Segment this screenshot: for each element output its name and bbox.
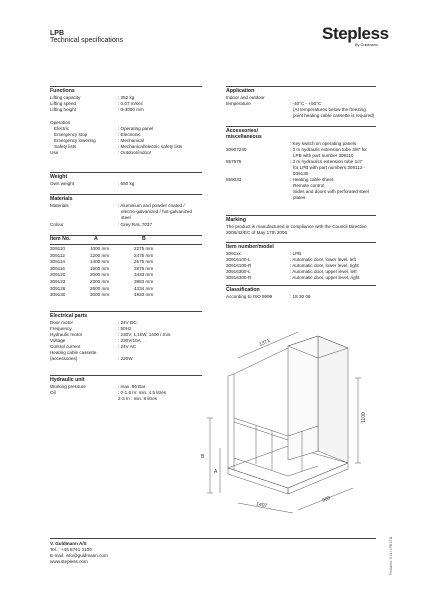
application-line: Indoor and outdoor — [226, 95, 265, 100]
spec-key: Frequency — [50, 326, 72, 331]
application-heading: Application — [226, 88, 255, 94]
spec-value: : 3 m hydraulics extension tube 1/4" — [290, 159, 363, 164]
side-document-code: Produktnr.: 6.11 / LPB 0711 — [389, 536, 393, 575]
cell-b: 3883 mm — [134, 279, 154, 284]
dim-label: B — [201, 454, 205, 460]
spec-value: : Key switch on operating panels — [290, 141, 357, 146]
spec-value: : 220W — [118, 356, 133, 361]
marking-heading: Marking — [226, 217, 246, 223]
spec-value: Remote control — [293, 183, 325, 188]
dim-label: 909 — [321, 495, 332, 504]
marking-text: The product is manufactured in compliance with the Council Directive — [226, 224, 367, 229]
spec-key: Emergency lowering — [54, 138, 96, 143]
spec-row — [226, 269, 357, 275]
spec-value: : LPB — [290, 251, 302, 256]
table-header — [50, 237, 174, 242]
spec-key: 30916300-L — [226, 269, 251, 274]
cell-item-no: 309120 — [50, 272, 66, 278]
footer-line: Tel. : +45 8741 3100 — [50, 547, 92, 552]
divider — [226, 285, 376, 286]
spec-row — [50, 126, 153, 132]
page-subtitle: Technical specifications — [50, 37, 124, 44]
spec-value: : Outdoor/indoor — [118, 150, 152, 155]
spec-value: 2-3 m : min. 8 litres — [118, 396, 158, 401]
cell-a: 1400 mm — [90, 259, 110, 265]
electrical-heading: Electrical parts — [50, 313, 88, 319]
spec-value: : 230V, 1,1kW, 1400 r.min. — [118, 332, 172, 337]
spec-key: 559033 — [226, 177, 242, 182]
spec-row — [50, 390, 166, 396]
table-row — [50, 272, 174, 277]
footer-line: E-mail: info@guldmann.com — [50, 553, 108, 558]
spec-row — [226, 257, 356, 263]
cell-b: 2275 mm — [134, 246, 154, 251]
divider — [50, 244, 202, 245]
spec-value: : 230V/10A — [118, 338, 141, 343]
divider — [226, 242, 376, 243]
spec-value: : -40°C - +50°C — [290, 101, 322, 106]
brand-logo: Stepless — [322, 24, 389, 43]
spec-row — [226, 101, 321, 107]
table-row — [50, 292, 174, 297]
spec-row — [50, 181, 134, 187]
spec-key: Own weight — [50, 181, 75, 186]
cell-b: 4933 mm — [134, 292, 154, 298]
spec-value: : 24V DC — [118, 320, 137, 325]
spec-value: (At temperatures below the freezing — [293, 107, 366, 112]
spec-value: : Mechanical — [118, 138, 144, 143]
spec-row — [50, 384, 145, 390]
spec-value: : Heating cable sheet — [290, 177, 334, 182]
spec-value: : Automatic door, lower level, right — [290, 263, 359, 268]
classification-heading: Classification — [226, 287, 260, 293]
spec-row — [50, 222, 152, 228]
spec-value: 039130 — [293, 171, 309, 176]
spec-key: Working pressure — [50, 384, 86, 389]
page-header — [50, 30, 123, 44]
lift-technical-drawing — [198, 318, 373, 518]
spec-value: : Aluminium and powder coated / — [118, 203, 185, 208]
spec-key: Heating cable cassette — [50, 350, 97, 355]
divider — [50, 235, 202, 236]
spec-value: steel — [121, 215, 131, 220]
spec-value: : Automatic door, lower level, left — [290, 257, 356, 262]
spec-key: 557575 — [226, 159, 242, 164]
spec-row — [226, 294, 310, 300]
table-row — [50, 286, 174, 291]
spec-value: : Automatic door, upper level, right — [290, 275, 360, 280]
spec-value: Sides and doors with perforated steel — [293, 189, 369, 194]
spec-value: : 0-3000 mm — [118, 107, 144, 112]
spec-row — [50, 150, 151, 156]
cell-item-no: 309126 — [50, 285, 66, 291]
operation-heading: Operation — [50, 120, 71, 125]
spec-value: : 18 30 06 — [290, 294, 311, 299]
spec-row — [50, 101, 143, 107]
divider — [226, 126, 376, 127]
spec-key: Lifting capacity — [50, 95, 81, 100]
spec-key: 30916100-R — [226, 263, 252, 268]
spec-key: Control current — [50, 344, 81, 349]
spec-key: Lifting height — [50, 107, 77, 112]
cell-item-no: 309116 — [50, 265, 65, 271]
cell-item-no: 309110 — [50, 246, 65, 251]
col-item-no: Item No. — [50, 236, 71, 242]
spec-value: : Mechanical/electric safety lists — [118, 144, 183, 149]
spec-row — [50, 350, 118, 356]
spec-value: : max. 86 Bar — [118, 384, 146, 389]
spec-key: Voltage — [50, 338, 66, 343]
spec-row — [50, 396, 157, 402]
spec-value: : 352 kg — [118, 95, 135, 100]
divider — [50, 311, 202, 312]
spec-row — [50, 95, 134, 101]
spec-row — [50, 338, 141, 344]
spec-key: Lifting speed — [50, 101, 77, 106]
footer-company: V. Guldmann A/S — [50, 541, 87, 546]
spec-key: Use — [50, 150, 59, 155]
spec-value: : Electronic — [118, 132, 141, 137]
spec-key: (accessories) — [50, 356, 78, 361]
spec-row — [50, 132, 141, 138]
spec-key: Safety lists — [54, 144, 77, 149]
cell-a: 1200 mm — [90, 252, 110, 258]
spec-row — [226, 263, 359, 269]
spec-value: : 0-1.6 m: min. 4.5 litres — [118, 390, 166, 395]
spec-key — [50, 396, 118, 402]
spec-key: 30907240 — [226, 147, 247, 152]
cell-item-no: 309123 — [50, 279, 66, 284]
cell-b: 3433 mm — [134, 272, 154, 278]
spec-key: Door motor — [50, 320, 73, 325]
cell-item-no: 309112 — [50, 252, 65, 258]
materials-heading: Materials — [50, 196, 73, 202]
page-title: LPB — [50, 30, 64, 37]
cell-a: 1000 mm — [90, 246, 110, 251]
accessories-heading-2: miscellaneous — [226, 134, 262, 140]
spec-row — [226, 275, 359, 281]
spec-key: Hydraulic motor — [50, 332, 83, 337]
cell-a: 2600 mm — [90, 285, 110, 291]
spec-key: 30916100-L — [226, 257, 251, 262]
dim-label: 1100 — [361, 412, 367, 423]
spec-row — [50, 326, 131, 332]
footer-line: www.stepless.com — [50, 559, 88, 564]
divider — [50, 375, 202, 376]
dim-label: 1371 — [258, 337, 272, 348]
divider — [50, 194, 202, 195]
spec-key: Colour — [50, 222, 64, 227]
table-row — [50, 266, 174, 271]
cell-b: 4334 mm — [134, 285, 154, 291]
hydraulic-heading: Hydraulic unit — [50, 377, 85, 383]
spec-row — [50, 107, 144, 113]
table-row — [50, 246, 174, 251]
spec-value: : 50Hz — [118, 326, 132, 331]
dim-label: 1407 — [255, 501, 268, 510]
col-a: A — [94, 236, 98, 242]
table-row — [50, 259, 174, 264]
spec-row — [50, 138, 144, 144]
accessories-heading: Accessories/ — [226, 128, 259, 134]
item-model-heading: Item number/model — [226, 244, 274, 250]
cell-b: 2875 mm — [134, 265, 154, 271]
spec-key: Electric — [54, 126, 70, 131]
spec-value: electro-galvanized / hot-galvanized — [121, 209, 192, 214]
cell-a: 1600 mm — [90, 265, 110, 271]
cell-a: 2000 mm — [90, 272, 110, 278]
spec-row — [50, 356, 133, 362]
spec-value: point heating cable cassette is required) — [293, 113, 375, 118]
spec-value: : Automatic door, upper level, left — [290, 269, 357, 274]
weight-heading: Weight — [50, 174, 68, 180]
spec-row — [50, 332, 171, 338]
spec-value: : 650 kg — [118, 181, 135, 186]
spec-value: for LPB with part numbers 309112 - — [293, 165, 366, 170]
spec-row — [50, 344, 136, 350]
spec-row — [50, 144, 182, 150]
dim-label: A — [214, 469, 218, 475]
divider — [50, 172, 202, 173]
cell-b: 2675 mm — [134, 259, 154, 265]
spec-key: 30916300-R — [226, 275, 252, 280]
spec-value: : Operating panel — [118, 126, 154, 131]
spec-value: LPB with part number 309110 — [293, 153, 354, 158]
marking-text: 2006/42/EC of May 17th 2006. — [226, 230, 289, 235]
functions-heading: Functions — [50, 88, 75, 94]
spec-row — [226, 251, 301, 257]
col-b: B — [142, 236, 146, 242]
spec-value: plates — [293, 195, 306, 200]
spec-key: According to ISO 9999 — [226, 294, 273, 299]
cell-item-no: 309114 — [50, 259, 65, 265]
divider — [50, 86, 202, 87]
spec-key: 3091xx — [226, 251, 241, 256]
spec-value: : Grey RAL 7037 — [118, 222, 153, 227]
table-row — [50, 279, 174, 284]
cell-a: 2300 mm — [90, 279, 110, 284]
spec-key: Materials — [50, 203, 69, 208]
spec-value: : 0.07 m/sec — [118, 101, 144, 106]
spec-key: temperature — [226, 101, 251, 106]
cell-item-no: 309130 — [50, 292, 66, 298]
footer-divider — [50, 538, 376, 539]
spec-value: : 24V AC — [118, 344, 137, 349]
brand-logo-sub: By Guldmann — [355, 43, 379, 47]
spec-key: Emergency stop — [54, 132, 88, 137]
divider — [226, 86, 376, 87]
divider — [226, 215, 376, 216]
spec-row — [50, 203, 185, 209]
table-row — [50, 253, 174, 258]
spec-row — [50, 320, 137, 326]
spec-value: : 3 m hydraulic extension tube 3/8" for — [290, 147, 367, 152]
spec-key: Oil — [50, 390, 56, 395]
cell-a: 3000 mm — [90, 292, 110, 298]
cell-b: 2475 mm — [134, 252, 154, 258]
